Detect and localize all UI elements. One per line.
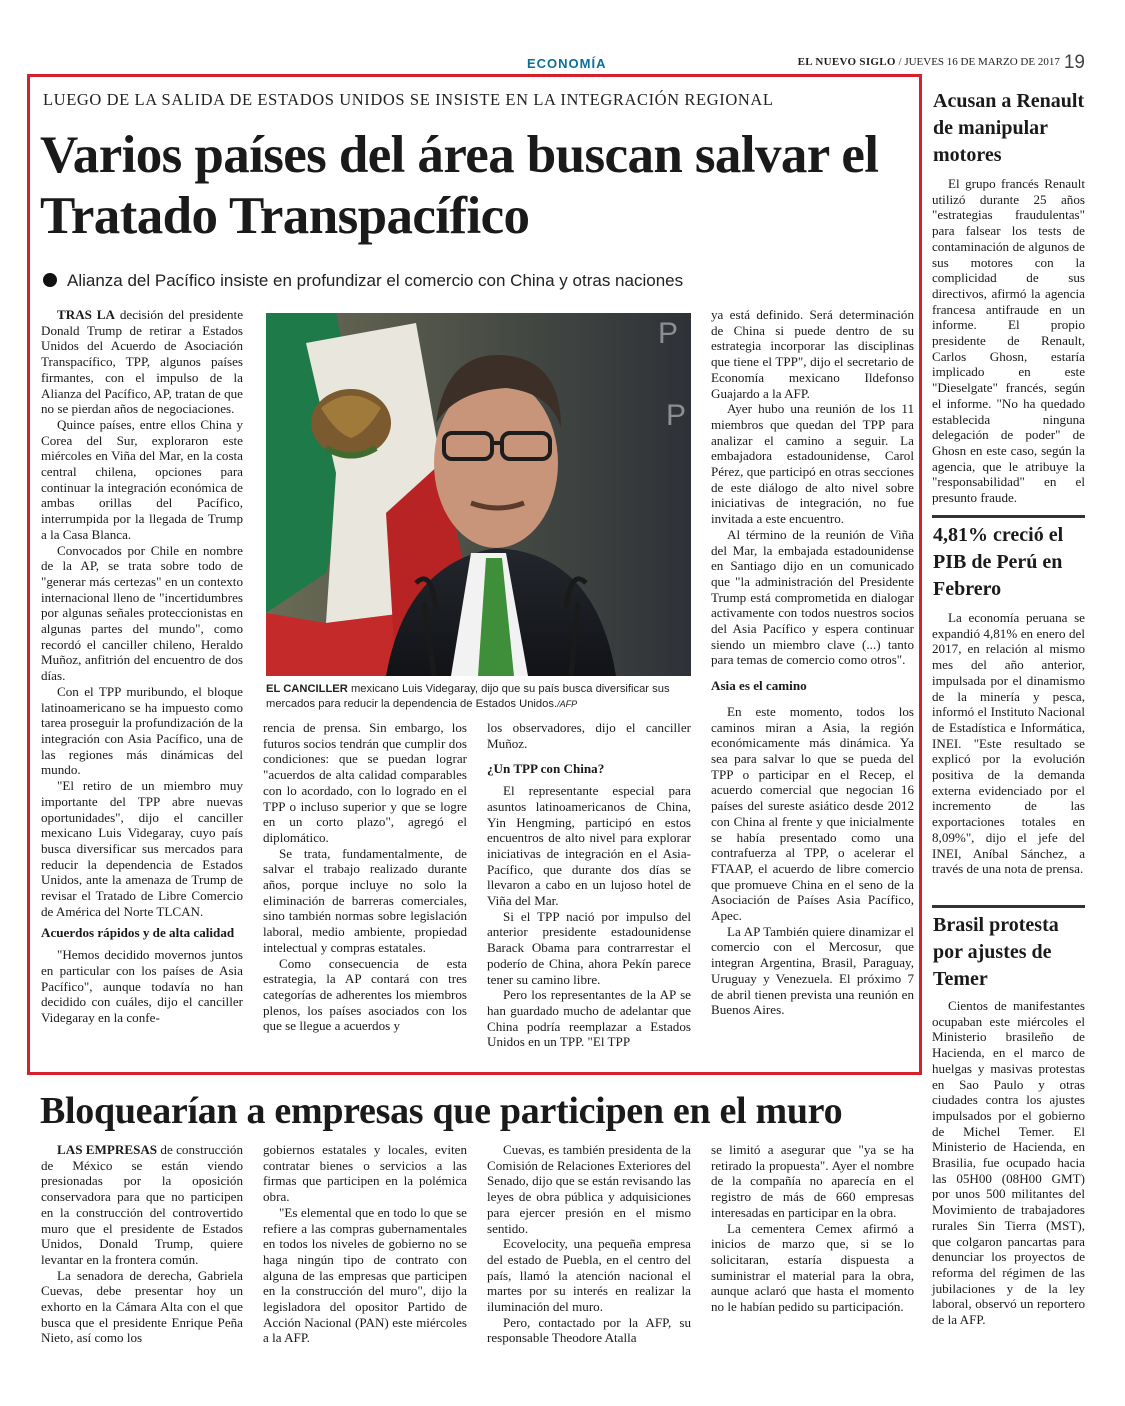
paragraph: "El retiro de un miembro muy importante del TPP abre nuevas oportunidades", dijo el canciller mexicano Luis Videgaray, cuyo país busca diversificar sus mercados para reducir la dependencia de Estados Unidos, ante la amenaza de Trump de revisar el Tratado de Libre Comercio de América del Norte TLCAN. xyxy=(41,778,243,919)
main-story-column-3 xyxy=(487,720,691,1050)
paragraph: Si el TPP nació por impulso del anterior presidente estadounidense Barack Obama para contrarrestar el poderío de China, ahora Pekín parece tener su camino libre. xyxy=(487,908,691,987)
main-story-column-4 xyxy=(711,307,914,1018)
caption-credit: /AFP xyxy=(557,698,578,709)
paragraph: El grupo francés Renault utilizó durante 25 años "estrategias fraudulentas" para falsear los tests de contaminación de algunos de sus motores con la complicidad de sus directivos, afirmó la agencia francesa antifraude en un informe. El propio presidente de Renault, Carlos Ghosn, estaría implicado en este "Dieselgate" francés, según el informe. "No ha quedado establecida ninguna delegación de poder" de Ghosn en este caso, según la agencia, que le atribuye la "responsabilidad" en el presunto fraude. xyxy=(932,176,1085,506)
paragraph: Como consecuencia de esta estrategia, la AP contará con tres categorías de adherentes los miembros plenos, los países asociados con los que se llegue a acuerdos y xyxy=(263,955,467,1034)
sidebar-story-1 xyxy=(932,176,1085,506)
paragraph: gobiernos estatales y locales, eviten contratar bienes o servicios a las firmas que participen en la polémica obra. xyxy=(263,1142,467,1205)
paragraph: los observadores, dijo el canciller Muñoz. xyxy=(487,720,691,751)
second-story-headline: Bloquearían a empresas que participen en el muro xyxy=(40,1090,843,1132)
svg-text:P: P xyxy=(666,399,687,432)
paragraph: El representante especial para asuntos latinoamericanos de China, Yin Hengming, participó en estos encuentros de alto nivel para explorar iniciativas de integración en el Asia-Pacífico, que durante dos días se llevaron a cabo en un lujoso hotel de Viña del Mar. xyxy=(487,783,691,909)
paragraph: Pero, contactado por la AFP, su responsable Theodore Atalla xyxy=(487,1314,691,1346)
main-story-kicker: LUEGO DE LA SALIDA DE ESTADOS UNIDOS SE INSISTE EN LA INTEGRACIÓN REGIONAL xyxy=(43,90,774,109)
svg-text:P: P xyxy=(658,317,679,350)
paragraph: Convocados por Chile en nombre de la AP, se trata sobre todo de "generar más certezas" en un contexto internacional lleno de "incertidumbres por algunas señales proteccionistas en algunas partes del mundo", como recordó el canciller chileno, Heraldo Muñoz, anfitrión del encuentro de dos días. xyxy=(41,542,243,684)
paragraph: Con el TPP muribundo, el bloque latinoamericano se ha impuesto como tarea proseguir la profundización de la integración con Asia Pacífico, una de las regiones más dinámicas del mundo. xyxy=(41,683,243,778)
paragraph: Cientos de manifestantes ocupaban este miércoles el Ministerio brasileño de Hacienda, en el marco de huelgas y masivas protestas en Sao Paulo y otras ciudades contra los ajustes impulsados por el gobierno de Michel Temer. El Ministerio de Hacienda, en Brasilia, fue ocupado hacia las 05H00 (08H00 GMT) por unos 500 militantes del Movimiento de trabajadores rurales Sin Tierra (MST), que colgaron pancartas para denunciar los proyectos de reforma del régimen de las jubilaciones y de la ley laboral, observó un reportero de la AFP. xyxy=(932,998,1085,1328)
sidebar-headline-1: Acusan a Renault de manipular motores xyxy=(933,90,1085,166)
main-story-column-1 xyxy=(41,307,243,1026)
sidebar-story-2 xyxy=(932,610,1085,877)
paragraph-text: decisión del presidente Donald Trump de retirar a Estados Unidos del Acuerdo de Asociación Transpacífico, TPP, algunos países firmantes, con el impulso de la Alianza del Pacífico, AP, tratan de que no se pierdan años de negociaciones. xyxy=(41,307,244,417)
paragraph xyxy=(41,1142,243,1268)
page-number: 19 xyxy=(1063,52,1085,73)
paragraph: La cementera Cemex afirmó a inicios de marzo que, si se lo solicitaran, estaría dispuesta a suministrar el material para la obra, aunque aclaró que hasta el momento no le habían pedido su participación. xyxy=(711,1220,914,1315)
subheading: Acuerdos rápidos y de alta calidad xyxy=(41,925,235,941)
paragraph: Ecovelocity, una pequeña empresa del estado de Puebla, en el centro del país, llamó la atención nacional el martes por su interés en realizar la iluminación del muro. xyxy=(487,1236,691,1315)
sidebar-divider xyxy=(932,905,1085,908)
paragraph xyxy=(41,307,243,417)
sidebar-story-3 xyxy=(932,998,1085,1328)
paragraph: Ayer hubo una reunión de los 11 miembros que quedan del TPP para analizar el camino a seguir. La embajadora estadounidense, Carol Pérez, que participó en otras secciones de este diálogo de alto nivel sobre iniciativas de integración, no fue invitada a este encuentro. xyxy=(711,401,914,527)
paragraph: Se trata, fundamentalmente, de salvar el trabajo realizado durante años, porque incluye no solo la eliminación de barreras comerciales, sino también normas sobre legislación laboral, medio ambiente, propiedad intelectual y compras estatales. xyxy=(263,845,467,955)
sidebar-divider xyxy=(932,515,1085,518)
paragraph: "Es elemental que en todo lo que se refiere a las compras gubernamentales en todos los niveles de gobierno no se haga ningún tipo de contrato con alguna de las empresas que participen en la construcción del muro", dijo la legisladora del opositor Partido de Acción Nacional (PAN) este miércoles a la AFP. xyxy=(263,1204,467,1346)
paragraph: Cuevas, es también presidenta de la Comisión de Relaciones Exteriores del Senado, dijo que se están revisando las leyes de obra pública y adquisiciones para ejercer presión en el mismo sentido. xyxy=(487,1142,691,1236)
photo-illustration xyxy=(266,313,691,676)
publication-name: EL NUEVO SIGLO xyxy=(797,56,896,68)
paragraph: se limitó a asegurar que "ya se ha retirado la propuesta". Ayer el nombre de la compañía no aparecía en el registro de más de 660 empresas interesadas en participar en la obra. xyxy=(711,1142,914,1220)
paragraph: La senadora de derecha, Gabriela Cuevas, debe presentar hoy un exhorto en la Cámara Alta con el que busca que el presidente Enrique Peña Nieto, así como los xyxy=(41,1267,243,1346)
second-story-column-2 xyxy=(263,1142,467,1346)
issue-date: / JUEVES 16 DE MARZO DE 2017 xyxy=(895,56,1060,68)
main-story-photo xyxy=(266,313,691,676)
caption-lead: EL CANCILLER xyxy=(266,683,348,695)
paragraph: Pero los representantes de la AP se han guardado mucho de adelantar que China podría reemplazar a Estados Unidos en un TPP. "El TPP xyxy=(487,987,691,1050)
second-story-column-1 xyxy=(41,1142,243,1346)
paragraph: rencia de prensa. Sin embargo, los futuros socios tendrán que cumplir dos condiciones: que se puedan lograr "acuerdos de alta calidad comparables con lo acordado, con lo logrado en el TPP o incluso superior y que se logre en un corto plazo", agregó el diplomático. xyxy=(263,720,467,845)
subheading: Asia es el camino xyxy=(711,678,807,694)
paragraph: Al término de la reunión de Viña del Mar, la embajada estadounidense en Santiago dijo en un comunicado que "la administración del Presidente Trump está comprometida en dialogar activamente con todos nuestros socios del Asia Pacífico y espera continuar siendo un miembro clave (...) tanto para temas de comercio como otros". xyxy=(711,526,914,668)
lead-in: TRAS LA xyxy=(57,307,115,322)
bullet-icon xyxy=(43,273,57,287)
paragraph: En este momento, todos los caminos miran a Asia, la región económicamente más dinámica. Ya sea para salvar lo que se pueda del TPP o participar en el Recep, el acuerdo comercial que negocian 16 países del sureste asiático desde 2012 con China al frente y que inicialmente se había presentado como una contrafuerza al TPP, o acelerar el FTAAP, el acuerdo de libre comercio que promueve China en el seno de la Asociación de Países Asia Pacífico, Apec. xyxy=(711,703,914,924)
paragraph: ya está definido. Será determinación de China si puede dentro de su estrategia incorporar las disciplinas que tiene el TPP", dijo el secretario de Economía mexicano Ildefonso Guajardo a la AFP. xyxy=(711,307,914,401)
subhead-text: Alianza del Pacífico insiste en profundizar el comercio con China y otras naciones xyxy=(67,271,684,290)
photo-caption xyxy=(266,682,691,711)
subheading: ¿Un TPP con China? xyxy=(487,761,605,777)
sidebar-headline-3: Brasil protesta por ajustes de Temer xyxy=(933,914,1059,990)
main-story-column-2 xyxy=(263,720,467,1034)
main-story-headline: Varios países del área buscan salvar el Tratado Transpacífico xyxy=(40,126,879,245)
second-story-column-3 xyxy=(487,1142,691,1346)
sidebar-headline-2: 4,81% creció el PIB de Perú en Febrero xyxy=(933,524,1064,600)
paragraph: La AP También quiere dinamizar el comercio con el Mercosur, que integran Argentina, Brasil, Paraguay, Uruguay y Venezuela. El próximo 7 de abril tienen prevista una reunión en Buenos Aires. xyxy=(711,923,914,1018)
paragraph: Quince países, entre ellos China y Corea del Sur, exploraron este miércoles en Viña del Mar, en la costa central chilena, opciones para continuar la integración económica de ambas orillas del Pacífico, interrumpida por la llegada de Trump a la Casa Blanca. xyxy=(41,416,243,542)
page-header xyxy=(798,52,1085,74)
paragraph-text: de construcción de México se están viendo presionadas por la oposición conservadora para que no participen en la construcción del controvertido muro que el presidente de Estados Unidos, Donald Trump, quiere levantar en la frontera común. xyxy=(41,1142,243,1267)
section-label: ECONOMÍA xyxy=(527,56,607,71)
second-story-column-4 xyxy=(711,1142,914,1315)
caption-text: mexicano Luis Videgaray, dijo que su país busca diversificar sus mercados para reducir la dependencia de Estados Unidos. xyxy=(266,683,670,710)
main-story-subhead xyxy=(43,271,683,291)
paragraph: La economía peruana se expandió 4,81% en enero del 2017, en relación al mismo mes del año anterior, impulsada por el dinamismo de la minería y pesca, informó el Instituto Nacional de Estadística e Informática, INEI. "Este resultado se explicó por la evolución positiva de la demanda externa evidenciado por el incremento de las exportaciones totales en 8,09%", dijo el jefe del INEI, Aníbal Sánchez, a través de una nota de prensa. xyxy=(932,610,1085,877)
lead-in: LAS EMPRESAS xyxy=(57,1142,158,1157)
paragraph: "Hemos decidido movernos juntos en particular con los países de Asia Pacífico", aunque todavía no han decidido con cuáles, dijo el canciller Videgaray en la confe- xyxy=(41,947,243,1025)
